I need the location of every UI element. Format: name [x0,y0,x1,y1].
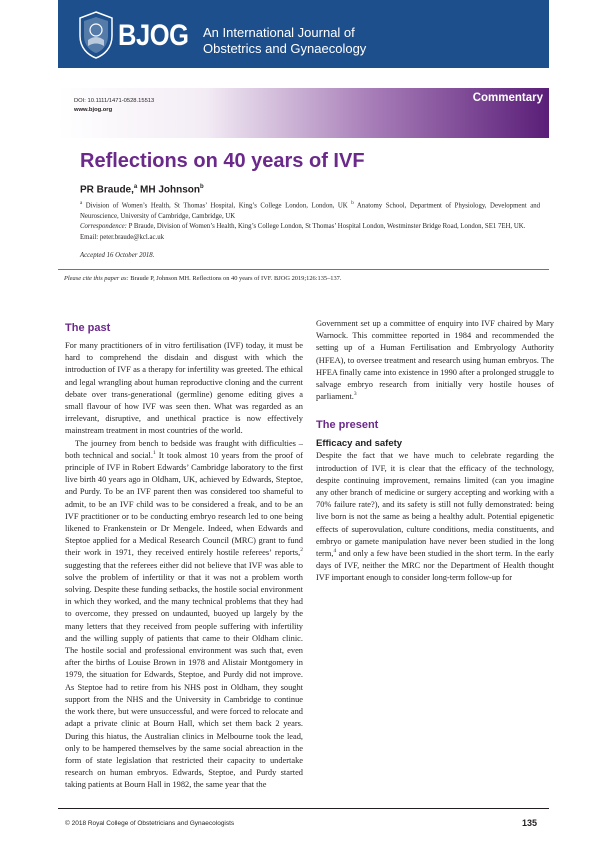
author-2-affil-marker: b [200,184,204,190]
affiliations: $^a$ Division of Women’s Health, St Thomas’ Hospital, King’s College London, London, UK $^b$ Anatomy School, Department of Physiology, Development and Neuroscience, University of Cambridge, Cambridge, UK [80,201,541,221]
affiliation-a: Division of Women’s Health, St Thomas’ Hospital, King’s College London, London, UK [85,202,348,210]
journal-crest-logo [76,10,116,60]
reference-3[interactable]: 3 [353,391,357,398]
body-column-right [316,318,554,585]
journal-brand: BJOG [118,19,189,52]
header-divider [58,269,549,270]
section-gap [316,403,554,415]
article-authors [80,184,204,195]
journal-tagline [203,25,366,57]
heading-efficacy-and-safety: Efficacy and safety [316,438,403,450]
accepted-date: Accepted 16 October 2018. [80,252,155,259]
author-1: PR Braude, [80,184,134,196]
footer-copyright: © 2018 Royal College of Obstetricians and Gynaecologists [65,820,235,827]
author-2: MH Johnson [140,184,201,196]
article-section-label: Commentary [472,92,543,104]
correspondence-text: P Braude, Division of Women’s Health, King’s College London, St Thomas’ Hospital London, Westminster Bridge Road, London, SE1 7EH, UK. Email: peter.braude@kcl.ac.uk [80,223,526,241]
correspondence [80,221,540,243]
journal-tagline-line2: Obstetrics and Gynaecology [203,41,367,56]
affiliation-b: Anatomy School, Department of Physiology, Development and Neuroscience, University of Cambridge, Cambridge, UK [80,202,541,221]
reference-4[interactable]: 4 [333,548,337,555]
correspondence-label: Correspondence: [80,223,127,230]
body-column-left [65,318,303,792]
paragraph-1: For many practitioners of in vitro fertilisation (IVF) today, it must be hard to comprehend the disdain and disgust with which the introduction of IVF as a therapy for infertility was greeted. The ethical and legal wrangling about human reproductive cloning and the current debate over trans-generational (germline) genome editing gives a small flavour of how IVF was seen then. What was regarded as an irrelevant, disruptive, and unethical practice is now effectively mainstream treatment in most countries of the world. [65,341,303,436]
article-title: Reflections on 40 years of IVF [80,150,365,172]
paragraph-2: The journey from bench to bedside was fraught with difficulties – both technical and social.$^1$ It took almost 10 years from the proof of principle of IVF in Robert Edwards’ Cambridge laboratory to the first live birth 40 years ago in Oldham, UK, achieved by Edwards, Steptoe, and Purdy. To be an IVF parent then was considered too shameful to admit, to be an IVF child was to be considered a freak, and to be an IVF practitioner or to be conducting embryo research led to one being likened to Frankenstein or Dr Mengele. Indeed, when Edwards and Steptoe applied for a Medical Research Council (MRC) grant to fund their work in 1971, they received entirely hostile referees’ reports,$^2$ suggesting that the referees either did not believe that IVF was able to solve the problem of infertility or that it was not a problem worth solving. Despite these funding setbacks, the hostile social environment in which they worked, and the many technical problems that they had to overcome, they pressed on undaunted, buoyed up largely by the many letters that they received from people suffering with infertility and the willing supply of patients that came to their Oldham clinic. The hostile social and professional environment was such that, even after the births of Louise Brown in 1978 and Alistair Montgomery in 1979, the situation for Edwards, Steptoe, and Purdy did not improve. As Steptoe had to retire from his NHS post in Oldham, they sought support from the NHS and the University in Cambridge to continue the work there, but were unsuccessful, and were forced to relocate and adapt a private clinic at Bourn Hall, which set them back 2 years. During this hiatus, the Australian clinics in Melbourne took the lead, only to be hampered themselves by the same social abreaction in the form of state legislation that restricted their capacity to undertake research on human embryos. Edwards, Steptoe, and Purdy started taking patients at Bourn Hall in 1982, the same year that the [65,438,303,790]
heading-the-present: The present [316,419,379,432]
journal-tagline-line1: An International Journal of [203,25,355,40]
heading-the-past: The past [65,322,111,334]
author-1-affil-marker: a [133,184,138,190]
doi-block [74,97,154,115]
footer-divider [58,808,549,809]
doi-text: DOI: 10.1111/1471-0528.15513 [74,98,155,104]
reference-2[interactable]: 2 [300,547,303,554]
paragraph-3: Despite the fact that we have much to celebrate regarding the introduction of IVF, it is clear that the efficacy of the technology, despite continuing improvement, remains limited (can you imagine any other branch of medicine or surgery accepting and working with a 70% failure rate?), and its safety is still not fully demonstrated: being live born is not the same as being a healthy adult. Potential epigenetic effects of superovulation, culture conditions, media constituents, and embryo or gamete manipulation have never been studied in the long term,$^4$ and only a few have been studied in the short term. In the early days of IVF, neither the MRC nor the Department of Health thought IVF important enough to consider long-term follow-up for [316,451,554,583]
citation-text: Braude P, Johnson MH. Reflections on 40 years of IVF. BJOG 2019;126:135–137. [130,275,342,282]
page-number: 135 [521,818,537,828]
citation-label: Please cite this paper as: [64,275,129,282]
reference-1[interactable]: 1 [152,450,156,457]
journal-website-link[interactable]: www.bjog.org [74,107,113,113]
citation-line [64,275,341,282]
paragraph-2-continued: Government set up a committee of enquiry into IVF chaired by Mary Warnock. This committee reported in 1984 and recommended the setting up of a Human Fertilisation and Embryology Authority (HFEA), to oversee treatment and research using human embryos. The HFEA finally came into existence in 1990 after a prolonged struggle to salvage embryo research from initially very hostile houses of parliament.$^3$ [316,319,554,402]
